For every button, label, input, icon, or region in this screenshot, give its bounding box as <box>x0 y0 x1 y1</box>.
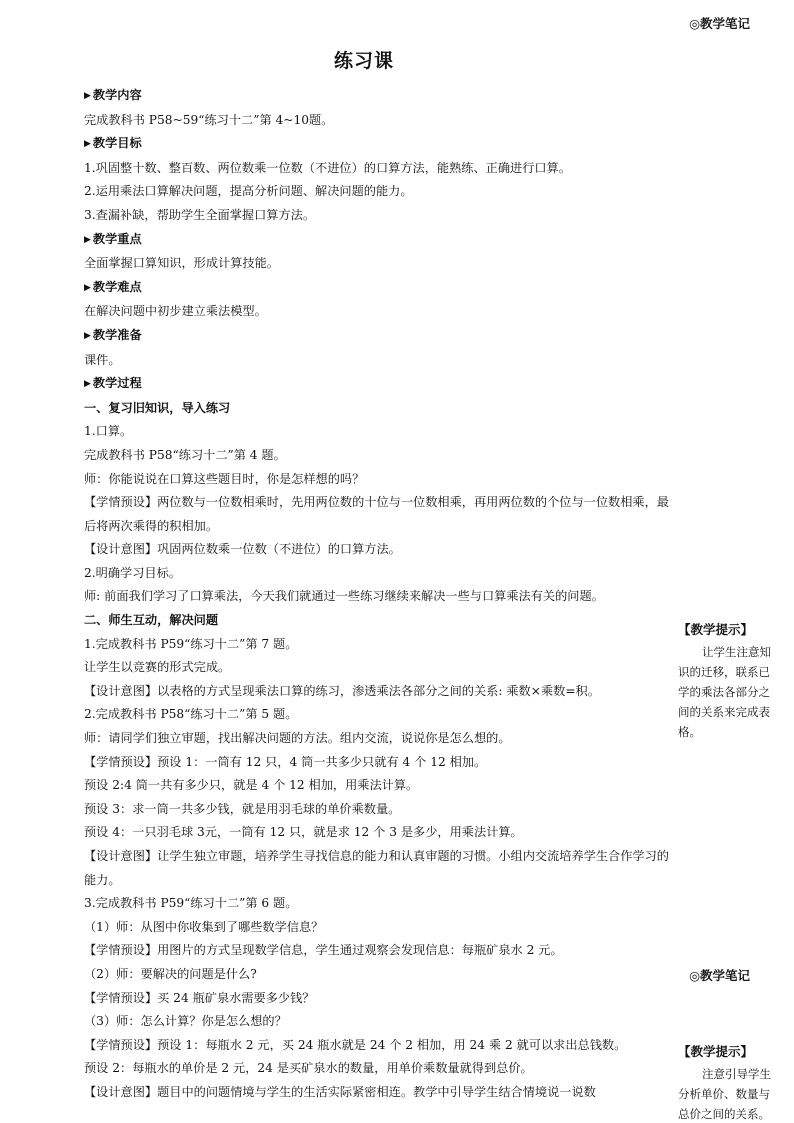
triangle-icon: ▶ <box>84 91 91 101</box>
teaching-notes-header: ◎教学笔记 <box>689 16 750 31</box>
paragraph: （2）师：要解决的问题是什么? <box>84 966 257 981</box>
paragraph: 【学情预设】用图片的方式呈现数学信息，学生通过观察会发现信息：每瓶矿泉水 2 元。 <box>84 943 563 958</box>
teaching-notes-header: ◎教学笔记 <box>689 968 750 983</box>
paragraph: 【学情预设】两位数与一位数相乘时，先用两位数的十位与一位数相乘，再用两位数的个位与一位数相乘，最后将两次乘得的积相加。 <box>84 495 669 533</box>
teaching-tip <box>678 1042 774 1123</box>
paragraph: 1.巩固整十数、整百数、两位数乘一位数（不进位）的口算方法，能熟练、正确进行口算。 <box>84 160 571 175</box>
main-content <box>58 84 670 1105</box>
paragraph: 【学情预设】预设 1：每瓶水 2 元，买 24 瓶水就是 24 个 2 相加，用 24 乘 2 就可以求出总钱数。 <box>84 1037 627 1052</box>
paragraph: 师：你能说说在口算这些题目时，你是怎样想的吗？ <box>84 471 365 486</box>
paragraph: 完成教科书 P58“练习十二”第 4 题。 <box>84 447 286 462</box>
paragraph: 2.运用乘法口算解决问题，提高分析问题、解决问题的能力。 <box>84 184 413 199</box>
teaching-tip-body: 注意引导学生分析单价、数量与总价之间的关系。 <box>678 1067 771 1121</box>
section-heading: ▶ 教学过程 <box>84 376 142 391</box>
paragraph: 1.口算。 <box>84 424 133 439</box>
paragraph: 预设 3：求一筒一共多少钱，就是用羽毛球的单价乘数量。 <box>84 801 401 816</box>
paragraph: 2.明确学习目标。 <box>84 565 181 580</box>
paragraph: 师: 前面我们学习了口算乘法，今天我们就通过一些练习继续来解决一些与口算乘法有关的问题。 <box>84 589 604 604</box>
paragraph: （3）师：怎么计算？你是怎么想的？ <box>84 1014 287 1029</box>
paragraph: 预设 4：一只羽毛球 3元，一筒有 12 只，就是求 12 个 3 是多少，用乘法计算。 <box>84 825 523 840</box>
section-heading: ▶ 教学重点 <box>84 231 142 246</box>
teaching-tip <box>678 620 774 742</box>
teaching-tip-title: 【教学提示】 <box>678 622 754 637</box>
triangle-icon: ▶ <box>84 139 91 150</box>
paragraph: 在解决问题中初步建立乘法模型。 <box>84 304 267 319</box>
paragraph: 预设 2：每瓶水的单价是 2 元，24 是买矿泉水的数量，用单价乘数量就得到总价。 <box>84 1061 533 1076</box>
paragraph: 师：请同学们独立审题，找出解决问题的方法。组内交流，说说你是怎么想的。 <box>84 731 511 746</box>
section-heading: ▶ 教学内容 <box>84 88 142 102</box>
paragraph: 全面掌握口算知识，形成计算技能。 <box>84 256 279 271</box>
paragraph: 【设计意图】题目中的问题情境与学生的生活实际紧密相连。教学中引导学生结合情境说一说数 <box>84 1084 596 1099</box>
paragraph: 【设计意图】让学生独立审题，培养学生寻找信息的能力和认真审题的习惯。小组内交流培养学生合作学习的能力。 <box>84 849 669 887</box>
subsection-heading: 一、复习旧知识，导入练习 <box>84 400 231 415</box>
teaching-tip-clip <box>678 1042 778 1123</box>
paragraph: 1.完成教科书 P59“练习十二”第 7 题。 <box>84 636 298 651</box>
triangle-icon: ▶ <box>84 282 91 293</box>
paragraph: 【学情预设】买 24 瓶矿泉水需要多少钱？ <box>84 990 315 1005</box>
paragraph: 让学生以竞赛的形式完成。 <box>84 660 231 675</box>
subsection-heading: 二、师生互动，解决问题 <box>84 613 219 628</box>
paragraph: 课件。 <box>84 352 121 367</box>
page-title: 练习课 <box>333 50 394 72</box>
paragraph: （1）师：从图中你收集到了哪些数学信息？ <box>84 919 324 934</box>
section-heading: ▶ 教学目标 <box>84 136 142 151</box>
paragraph: 【学情预设】预设 1：一筒有 12 只，4 筒一共多少只就有 4 个 12 相加。 <box>84 754 487 769</box>
triangle-icon: ▶ <box>84 330 91 341</box>
paragraph: 完成教科书 P58~59“练习十二”第 4~10题。 <box>84 112 334 127</box>
paragraph: 3.查漏补缺，帮助学生全面掌握口算方法。 <box>84 207 316 222</box>
triangle-icon: ▶ <box>84 234 91 245</box>
triangle-icon: ▶ <box>84 379 91 390</box>
teaching-tip-title: 【教学提示】 <box>678 1044 754 1059</box>
teaching-tip-body: 让学生注意知识的迁移，联系已学的乘法各部分之间的关系来完成表格。 <box>678 645 771 739</box>
paragraph: 2.完成教科书 P58“练习十二”第 5 题。 <box>84 707 298 722</box>
paragraph: 预设 2:4 筒一共有多少只，就是 4 个 12 相加，用乘法计算。 <box>84 778 419 793</box>
paragraph: 【设计意图】巩固两位数乘一位数（不进位）的口算方法。 <box>84 542 401 557</box>
paragraph: 【设计意图】以表格的方式呈现乘法口算的练习，渗透乘法各部分之间的关系: 乘数×乘数=积。 <box>84 683 600 698</box>
paragraph: 3.完成教科书 P59“练习十二”第 6 题。 <box>84 896 298 911</box>
section-heading: ▶ 教学难点 <box>84 279 142 294</box>
section-heading: ▶ 教学准备 <box>84 327 142 342</box>
